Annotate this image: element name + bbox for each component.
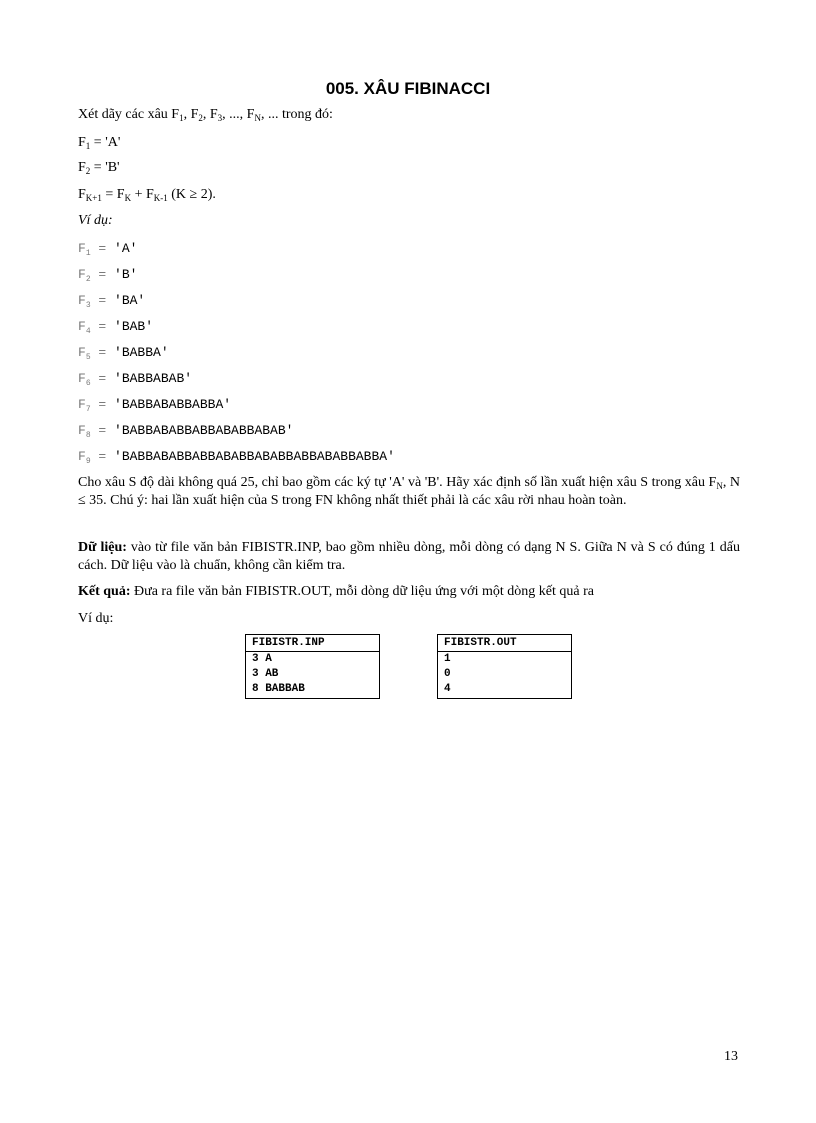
sample-output-row: 4 bbox=[444, 683, 451, 695]
example-line: $F_6$ = 'BABBABAB' bbox=[78, 371, 193, 388]
example-line: $F_7$ = 'BABBABABBABBA' bbox=[78, 397, 232, 414]
intro-line: Xét dãy các xâu $F_1$, $F_2$, $F_3$, ..., $F_N$, ... trong đó: bbox=[78, 107, 333, 123]
sample-output-row: 1 bbox=[444, 653, 451, 665]
example-line: $F_3$ = 'BA' bbox=[78, 293, 146, 310]
sample-input-row: 3 AB bbox=[252, 668, 279, 680]
definition-f1: $F_1$ = 'A' bbox=[78, 135, 121, 151]
definition-f2: $F_2$ = 'B' bbox=[78, 160, 120, 176]
example-label: Ví dụ: bbox=[78, 213, 113, 228]
example-line: $F_1$ = 'A' bbox=[78, 241, 138, 258]
sample-label: Ví dụ: bbox=[78, 611, 114, 626]
example-line: $F_2$ = 'B' bbox=[78, 267, 138, 284]
sample-input-row: 8 BABBAB bbox=[252, 683, 305, 695]
page-title: 005. XÂU FIBINACCI bbox=[325, 79, 491, 98]
sample-input-row: 3 A bbox=[252, 653, 272, 665]
sample-output-row: 0 bbox=[444, 668, 451, 680]
example-line: $F_4$ = 'BAB' bbox=[78, 319, 154, 336]
sample-input-header: FIBISTR.INP bbox=[246, 635, 379, 652]
example-line: $F_9$ = 'BABBABABBABBABABBABABBABBABABBABBA' bbox=[78, 449, 395, 466]
output-description: Kết quả: Đưa ra file văn bản FIBISTR.OUT, mỗi dòng dữ liệu ứng với một dòng kết quả ra bbox=[78, 584, 594, 599]
sample-output-header: FIBISTR.OUT bbox=[438, 635, 571, 652]
input-description: Dữ liệu: vào từ file văn bản FIBISTR.INP, bao gồm nhiều dòng, mỗi dòng có dạng N S. Giữa N và S có đúng 1 dấu cách. Dữ liệu vào là chuẩn, không cần kiểm tra. bbox=[78, 540, 740, 573]
sample-output-box bbox=[437, 634, 572, 699]
sample-input-box bbox=[245, 634, 380, 699]
example-line: $F_5$ = 'BABBA' bbox=[78, 345, 169, 362]
recurrence-formula: $F_{K+1} = F_K + F_{K-1}$ (K ≥ 2). bbox=[78, 187, 216, 203]
example-line: $F_8$ = 'BABBABABBABBABABBABAB' bbox=[78, 423, 294, 440]
task-paragraph: Cho xâu S độ dài không quá 25, chỉ bao gồm các ký tự 'A' và 'B'. Hãy xác định số lần xuất hiện xâu S trong xâu $F_N$, N ≤ 35. Chú ý: hai lần xuất hiện của S trong FN không nhất thiết phải là các xâu rời nhau hoàn toàn. bbox=[78, 475, 740, 508]
page-number: 13 bbox=[724, 1049, 738, 1064]
